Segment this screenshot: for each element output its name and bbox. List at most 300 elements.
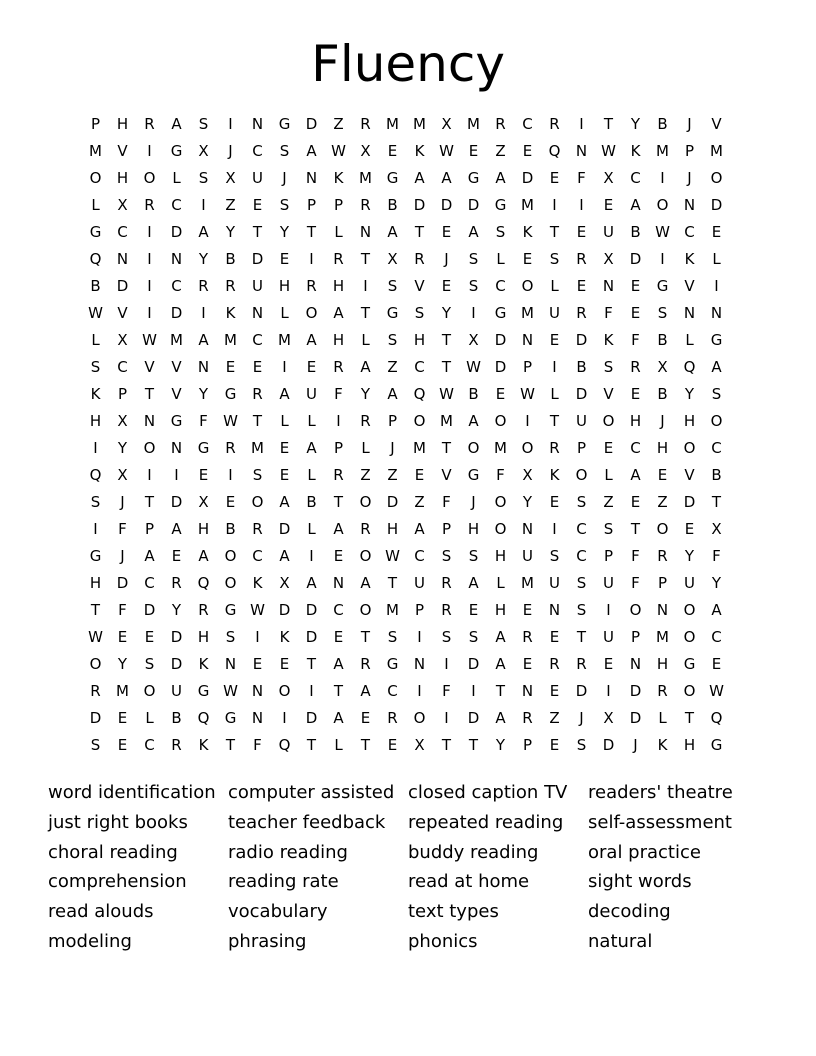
word-bank-item: text types	[408, 901, 499, 923]
grid-letter: A	[387, 385, 398, 403]
grid-letter: T	[225, 736, 236, 754]
grid-letter: E	[117, 709, 128, 727]
grid-letter: S	[603, 520, 614, 538]
grid-letter: Y	[117, 655, 128, 673]
grid-letter: O	[359, 601, 372, 619]
grid-letter: V	[171, 358, 182, 376]
grid-letter: I	[471, 304, 476, 322]
grid-letter: N	[170, 439, 183, 457]
grid-letter: Y	[684, 385, 695, 403]
grid-letter: S	[279, 142, 290, 160]
grid-letter: D	[440, 196, 453, 214]
grid-letter: S	[441, 628, 452, 646]
grid-letter: R	[333, 466, 344, 484]
grid-letter: O	[89, 655, 102, 673]
word-bank-item: vocabulary	[228, 901, 328, 923]
grid-letter: O	[359, 493, 372, 511]
grid-letter: E	[603, 655, 614, 673]
grid-letter: W	[331, 142, 346, 160]
grid-letter: E	[225, 358, 236, 376]
grid-letter: E	[441, 277, 452, 295]
grid-letter: I	[552, 520, 557, 538]
grid-letter: M	[224, 331, 237, 349]
grid-letter: N	[305, 169, 318, 187]
grid-letter: S	[468, 547, 479, 565]
grid-letter: R	[522, 709, 533, 727]
grid-letter: K	[252, 574, 263, 592]
grid-letter: F	[334, 385, 343, 403]
word-bank-item: modeling	[48, 930, 132, 952]
grid-letter: U	[252, 277, 263, 295]
grid-letter: X	[468, 331, 479, 349]
grid-letter: D	[710, 196, 723, 214]
grid-letter: F	[442, 493, 451, 511]
grid-letter: N	[521, 331, 534, 349]
grid-row	[82, 192, 730, 219]
grid-letter: C	[711, 628, 722, 646]
grid-letter: E	[549, 331, 560, 349]
grid-letter: I	[147, 304, 152, 322]
grid-row	[82, 327, 730, 354]
grid-letter: S	[252, 466, 263, 484]
word-bank-column	[228, 778, 408, 957]
grid-letter: D	[170, 223, 183, 241]
grid-letter: C	[414, 358, 425, 376]
grid-letter: J	[390, 439, 395, 457]
grid-letter: Q	[413, 385, 426, 403]
grid-letter: D	[413, 196, 426, 214]
grid-letter: M	[278, 331, 291, 349]
grid-letter: H	[494, 601, 507, 619]
grid-letter: E	[252, 358, 263, 376]
grid-letter: K	[225, 304, 236, 322]
grid-letter: O	[656, 196, 669, 214]
grid-letter: K	[198, 736, 209, 754]
grid-letter: I	[525, 412, 530, 430]
grid-letter: U	[252, 169, 263, 187]
grid-letter: Q	[548, 142, 561, 160]
grid-letter: W	[223, 412, 238, 430]
grid-letter: F	[442, 682, 451, 700]
grid-letter: H	[332, 277, 345, 295]
grid-letter: D	[170, 493, 183, 511]
grid-letter: E	[630, 304, 641, 322]
grid-letter: Z	[387, 358, 398, 376]
grid-letter: T	[468, 736, 479, 754]
grid-letter: G	[224, 709, 237, 727]
grid-letter: Y	[630, 115, 641, 133]
grid-letter: D	[305, 628, 318, 646]
grid-letter: O	[494, 493, 507, 511]
grid-letter: D	[629, 682, 642, 700]
grid-letter: K	[198, 655, 209, 673]
grid-letter: E	[630, 385, 641, 403]
grid-letter: J	[444, 250, 449, 268]
grid-letter: N	[332, 574, 345, 592]
grid-letter: D	[629, 250, 642, 268]
grid-row	[82, 570, 730, 597]
word-bank-item: sight words	[588, 871, 692, 893]
grid-letter: N	[143, 412, 156, 430]
grid-letter: H	[197, 628, 210, 646]
grid-letter: E	[630, 493, 641, 511]
grid-letter: E	[522, 250, 533, 268]
grid-letter: I	[552, 196, 557, 214]
grid-letter: E	[306, 358, 317, 376]
grid-letter: D	[575, 682, 588, 700]
grid-letter: T	[387, 574, 398, 592]
grid-letter: X	[225, 169, 236, 187]
grid-letter: J	[633, 736, 638, 754]
grid-row	[82, 354, 730, 381]
grid-letter: E	[468, 601, 479, 619]
grid-letter: R	[360, 655, 371, 673]
grid-letter: K	[414, 142, 425, 160]
grid-letter: M	[170, 331, 183, 349]
grid-letter: A	[144, 547, 155, 565]
grid-letter: Y	[684, 547, 695, 565]
grid-letter: S	[549, 250, 560, 268]
grid-letter: S	[387, 277, 398, 295]
grid-letter: N	[548, 601, 561, 619]
grid-letter: E	[171, 547, 182, 565]
grid-letter: P	[441, 520, 452, 538]
grid-letter: F	[577, 169, 586, 187]
grid-letter: Y	[171, 601, 182, 619]
grid-letter: V	[684, 277, 695, 295]
grid-letter: T	[360, 736, 371, 754]
grid-letter: A	[630, 466, 641, 484]
grid-letter: K	[333, 169, 344, 187]
grid-row	[82, 246, 730, 273]
grid-letter: Z	[603, 493, 614, 511]
grid-letter: R	[171, 736, 182, 754]
grid-letter: C	[333, 601, 344, 619]
grid-letter: B	[225, 250, 236, 268]
grid-row	[82, 111, 730, 138]
grid-letter: S	[225, 628, 236, 646]
word-bank-item: computer assisted	[228, 782, 395, 803]
grid-letter: C	[684, 223, 695, 241]
grid-letter: J	[579, 709, 584, 727]
word-bank-column	[588, 778, 768, 957]
grid-letter: G	[386, 169, 399, 187]
grid-letter: A	[333, 520, 344, 538]
grid-row	[82, 597, 730, 624]
grid-letter: A	[198, 547, 209, 565]
grid-letter: R	[441, 574, 452, 592]
word-bank-item: reading rate	[228, 871, 339, 893]
grid-letter: T	[495, 682, 506, 700]
grid-letter: T	[549, 412, 560, 430]
grid-letter: J	[228, 142, 233, 160]
grid-letter: O	[143, 682, 156, 700]
grid-letter: I	[606, 682, 611, 700]
grid-letter: A	[279, 385, 290, 403]
grid-letter: I	[417, 628, 422, 646]
grid-letter: U	[171, 682, 182, 700]
grid-letter: M	[413, 115, 426, 133]
grid-letter: P	[522, 736, 533, 754]
grid-letter: T	[441, 331, 452, 349]
grid-letter: D	[116, 574, 129, 592]
grid-letter: W	[385, 547, 400, 565]
grid-letter: R	[576, 655, 587, 673]
grid-letter: R	[360, 115, 371, 133]
grid-letter: A	[306, 142, 317, 160]
grid-letter: I	[228, 466, 233, 484]
grid-letter: T	[90, 601, 101, 619]
grid-letter: E	[117, 628, 128, 646]
grid-letter: I	[606, 601, 611, 619]
word-bank-column	[48, 778, 228, 957]
grid-letter: X	[117, 196, 128, 214]
grid-letter: V	[171, 385, 182, 403]
grid-letter: C	[576, 547, 587, 565]
grid-letter: L	[91, 331, 100, 349]
grid-letter: O	[629, 601, 642, 619]
grid-letter: V	[117, 304, 128, 322]
grid-letter: T	[603, 115, 614, 133]
grid-letter: A	[495, 628, 506, 646]
grid-letter: R	[144, 115, 155, 133]
grid-letter: H	[116, 115, 129, 133]
grid-letter: O	[143, 439, 156, 457]
grid-row	[82, 381, 730, 408]
grid-letter: Z	[549, 709, 560, 727]
grid-letter: U	[603, 628, 614, 646]
word-bank-item: oral practice	[588, 841, 701, 863]
grid-letter: G	[197, 439, 210, 457]
grid-letter: I	[147, 277, 152, 295]
grid-letter: T	[414, 223, 425, 241]
grid-letter: D	[278, 601, 291, 619]
grid-letter: I	[363, 277, 368, 295]
grid-letter: C	[144, 736, 155, 754]
grid-letter: C	[117, 223, 128, 241]
grid-letter: N	[224, 655, 237, 673]
grid-letter: M	[710, 142, 723, 160]
grid-letter: X	[387, 250, 398, 268]
grid-letter: E	[198, 466, 209, 484]
grid-letter: R	[306, 277, 317, 295]
grid-row	[82, 516, 730, 543]
grid-letter: H	[278, 277, 291, 295]
grid-letter: O	[683, 439, 696, 457]
grid-letter: S	[603, 358, 614, 376]
grid-letter: T	[360, 628, 371, 646]
grid-letter: X	[117, 466, 128, 484]
grid-letter: G	[710, 331, 723, 349]
grid-letter: M	[359, 169, 372, 187]
grid-letter: G	[224, 601, 237, 619]
grid-letter: Y	[225, 223, 236, 241]
grid-letter: Z	[225, 196, 236, 214]
grid-letter: Q	[683, 358, 696, 376]
grid-letter: M	[440, 412, 453, 430]
grid-letter: I	[228, 115, 233, 133]
grid-letter: H	[89, 412, 102, 430]
grid-letter: S	[90, 736, 101, 754]
grid-letter: I	[660, 250, 665, 268]
grid-letter: L	[307, 466, 316, 484]
grid-letter: G	[89, 223, 102, 241]
grid-letter: E	[333, 628, 344, 646]
grid-letter: T	[576, 628, 587, 646]
grid-letter: T	[711, 493, 722, 511]
grid-letter: E	[549, 493, 560, 511]
grid-letter: I	[282, 709, 287, 727]
grid-letter: L	[550, 385, 559, 403]
grid-letter: F	[118, 520, 127, 538]
grid-letter: Q	[197, 709, 210, 727]
grid-letter: A	[387, 223, 398, 241]
grid-letter: D	[683, 493, 696, 511]
grid-letter: M	[494, 439, 507, 457]
grid-row	[82, 705, 730, 732]
grid-letter: J	[282, 169, 287, 187]
grid-letter: F	[712, 547, 721, 565]
grid-letter: R	[441, 601, 452, 619]
page-title: Fluency	[311, 35, 505, 93]
grid-letter: F	[631, 574, 640, 592]
grid-letter: U	[603, 223, 614, 241]
grid-letter: R	[630, 358, 641, 376]
grid-letter: P	[117, 385, 128, 403]
grid-letter: D	[251, 250, 264, 268]
grid-letter: O	[143, 169, 156, 187]
grid-letter: E	[144, 628, 155, 646]
grid-letter: V	[144, 358, 155, 376]
grid-letter: A	[171, 520, 182, 538]
grid-letter: W	[466, 358, 481, 376]
grid-letter: J	[120, 493, 125, 511]
grid-letter: H	[656, 655, 669, 673]
grid-letter: I	[444, 655, 449, 673]
word-bank-item: readers' theatre	[588, 782, 733, 803]
grid-letter: T	[441, 736, 452, 754]
grid-letter: I	[417, 682, 422, 700]
grid-letter: J	[687, 169, 692, 187]
grid-letter: B	[90, 277, 101, 295]
grid-letter: Q	[197, 574, 210, 592]
grid-letter: G	[89, 547, 102, 565]
grid-letter: G	[386, 655, 399, 673]
grid-letter: X	[360, 142, 371, 160]
grid-letter: X	[657, 358, 668, 376]
grid-letter: L	[91, 196, 100, 214]
grid-letter: B	[657, 115, 668, 133]
grid-letter: I	[309, 682, 314, 700]
grid-letter: M	[251, 439, 264, 457]
grid-row	[82, 732, 730, 759]
grid-letter: N	[683, 196, 696, 214]
grid-letter: X	[198, 142, 209, 160]
grid-letter: P	[576, 439, 587, 457]
grid-letter: S	[468, 277, 479, 295]
word-bank-item: read at home	[408, 871, 530, 893]
grid-letter: W	[142, 331, 157, 349]
grid-letter: S	[657, 304, 668, 322]
grid-letter: I	[201, 304, 206, 322]
grid-letter: A	[711, 358, 722, 376]
grid-letter: O	[575, 466, 588, 484]
grid-letter: E	[252, 196, 263, 214]
grid-letter: S	[711, 385, 722, 403]
grid-letter: C	[711, 439, 722, 457]
grid-letter: E	[603, 439, 614, 457]
grid-letter: R	[360, 520, 371, 538]
grid-letter: D	[494, 331, 507, 349]
grid-letter: G	[467, 466, 480, 484]
grid-letter: B	[468, 385, 479, 403]
word-search-grid	[82, 111, 730, 759]
grid-letter: V	[441, 466, 452, 484]
grid-letter: D	[467, 655, 480, 673]
grid-letter: E	[252, 655, 263, 673]
grid-letter: C	[144, 574, 155, 592]
grid-letter: B	[387, 196, 398, 214]
grid-letter: M	[413, 439, 426, 457]
grid-letter: U	[522, 547, 533, 565]
grid-letter: D	[170, 304, 183, 322]
grid-letter: E	[387, 142, 398, 160]
grid-letter: E	[279, 466, 290, 484]
grid-letter: M	[521, 574, 534, 592]
grid-letter: N	[251, 709, 264, 727]
grid-letter: G	[197, 682, 210, 700]
grid-letter: T	[360, 250, 371, 268]
grid-letter: R	[414, 250, 425, 268]
grid-letter: I	[147, 250, 152, 268]
grid-letter: T	[252, 412, 263, 430]
grid-letter: F	[631, 547, 640, 565]
grid-letter: E	[684, 520, 695, 538]
grid-letter: J	[687, 115, 692, 133]
grid-letter: S	[576, 601, 587, 619]
grid-letter: D	[521, 169, 534, 187]
grid-letter: W	[88, 304, 103, 322]
grid-letter: T	[144, 385, 155, 403]
grid-letter: T	[306, 736, 317, 754]
grid-letter: A	[333, 709, 344, 727]
word-bank-item: phrasing	[228, 930, 307, 952]
grid-letter: N	[575, 142, 588, 160]
grid-letter: L	[712, 250, 721, 268]
grid-letter: A	[468, 574, 479, 592]
grid-letter: X	[603, 250, 614, 268]
grid-letter: R	[657, 682, 668, 700]
grid-letter: R	[171, 574, 182, 592]
grid-letter: R	[198, 277, 209, 295]
word-bank-column	[408, 778, 588, 957]
grid-letter: I	[255, 628, 260, 646]
grid-letter: H	[683, 412, 696, 430]
grid-letter: E	[549, 169, 560, 187]
grid-letter: L	[604, 466, 613, 484]
grid-letter: H	[89, 574, 102, 592]
grid-letter: P	[90, 115, 101, 133]
grid-letter: R	[144, 196, 155, 214]
grid-letter: K	[279, 628, 290, 646]
grid-letter: E	[522, 142, 533, 160]
grid-letter: S	[387, 331, 398, 349]
grid-letter: S	[414, 304, 425, 322]
grid-letter: A	[279, 547, 290, 565]
grid-row	[82, 462, 730, 489]
grid-letter: A	[198, 331, 209, 349]
grid-letter: E	[414, 466, 425, 484]
